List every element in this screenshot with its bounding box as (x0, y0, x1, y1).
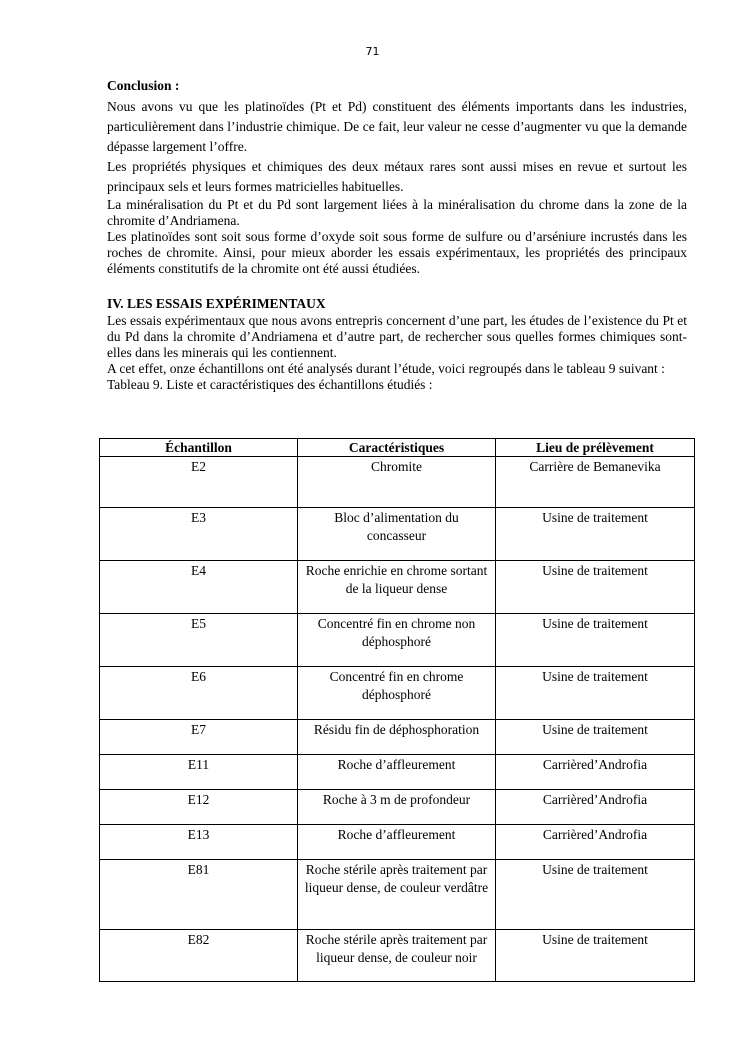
characteristics-cell: Roche enrichie en chrome sortant de la liqueur dense (298, 561, 496, 614)
characteristics-cell: Concentré fin en chrome déphosphoré (298, 667, 496, 720)
sample-id-cell: E81 (100, 860, 298, 930)
table-caption: Tableau 9. Liste et caractéristiques des échantillons étudiés : (107, 377, 433, 392)
table-row (100, 755, 695, 790)
characteristics-cell: Résidu fin de déphosphoration (298, 720, 496, 755)
column-header-characteristics: Caractéristiques (298, 439, 496, 457)
location-cell: Usine de traitement (496, 930, 695, 982)
sample-id-cell: E7 (100, 720, 298, 755)
table-row (100, 720, 695, 755)
sample-id-cell: E12 (100, 790, 298, 825)
table-row (100, 457, 695, 508)
samples-table (99, 438, 695, 982)
location-cell: Usine de traitement (496, 860, 695, 930)
location-cell: Usine de traitement (496, 667, 695, 720)
table-row (100, 860, 695, 930)
sample-id-cell: E2 (100, 457, 298, 508)
location-cell: Carrière de Bemanevika (496, 457, 695, 508)
table-row (100, 667, 695, 720)
document-body (107, 77, 687, 393)
location-cell: Carrièred’Androfia (496, 790, 695, 825)
sample-id-cell: E3 (100, 508, 298, 561)
table-row (100, 508, 695, 561)
table-row (100, 790, 695, 825)
samples-table-container (99, 438, 694, 982)
table-row (100, 930, 695, 982)
table-row (100, 825, 695, 860)
sample-id-cell: E82 (100, 930, 298, 982)
characteristics-cell: Roche stérile après traitement par liqueur dense, de couleur verdâtre (298, 860, 496, 930)
characteristics-cell: Concentré fin en chrome non déphosphoré (298, 614, 496, 667)
characteristics-cell: Bloc d’alimentation du concasseur (298, 508, 496, 561)
conclusion-paragraph: Nous avons vu que les platinoïdes (Pt et Pd) constituent des éléments importants dans les industries, particulièrement dans l’industrie chimique. De ce fait, leur valeur ne cesse d’augmenter vu que la demande dépasse largement l’offre. (107, 99, 687, 154)
section-paragraph: A cet effet, onze échantillons ont été analysés durant l’étude, voici regroupés dans le tableau 9 suivant : (107, 361, 665, 376)
conclusion-paragraph: Les propriétés physiques et chimiques des deux métaux rares sont aussi mises en revue et surtout les principaux sels et leurs formes matricielles habituelles. (107, 159, 687, 194)
conclusion-heading: Conclusion : (107, 78, 180, 93)
location-cell: Carrièred’Androfia (496, 755, 695, 790)
sample-id-cell: E11 (100, 755, 298, 790)
page-number: 71 (365, 45, 380, 58)
sample-id-cell: E5 (100, 614, 298, 667)
sample-id-cell: E4 (100, 561, 298, 614)
location-cell: Usine de traitement (496, 720, 695, 755)
sample-id-cell: E13 (100, 825, 298, 860)
table-row (100, 614, 695, 667)
section-paragraph: Les essais expérimentaux que nous avons entrepris concernent d’une part, les études de l’existence du Pt et du Pd dans la chromite d’Andriamena et d’autre part, de rechercher sous quelles formes chimiques sont-elles dans les minerais qui les contiennent. (107, 313, 687, 360)
table-row (100, 561, 695, 614)
table-header-row (100, 439, 695, 457)
conclusion-paragraph: La minéralisation du Pt et du Pd sont largement liées à la minéralisation du chrome dans la zone de la chromite d’Andriamena. (107, 197, 687, 228)
characteristics-cell: Chromite (298, 457, 496, 508)
characteristics-cell: Roche d’affleurement (298, 755, 496, 790)
sample-id-cell: E6 (100, 667, 298, 720)
location-cell: Usine de traitement (496, 614, 695, 667)
column-header-sample: Échantillon (100, 439, 298, 457)
characteristics-cell: Roche à 3 m de profondeur (298, 790, 496, 825)
characteristics-cell: Roche d’affleurement (298, 825, 496, 860)
characteristics-cell: Roche stérile après traitement par liqueur dense, de couleur noir (298, 930, 496, 982)
conclusion-paragraph: Les platinoïdes sont soit sous forme d’oxyde soit sous forme de sulfure ou d’arséniure incrustés dans les roches de chromite. Ainsi, pour mieux aborder les essais expérimentaux, les propriétés des principaux éléments constitutifs de la chromite ont été aussi étudiées. (107, 229, 687, 276)
location-cell: Usine de traitement (496, 508, 695, 561)
column-header-location: Lieu de prélèvement (496, 439, 695, 457)
location-cell: Carrièred’Androfia (496, 825, 695, 860)
section-heading: IV. LES ESSAIS EXPÉRIMENTAUX (107, 296, 326, 311)
location-cell: Usine de traitement (496, 561, 695, 614)
